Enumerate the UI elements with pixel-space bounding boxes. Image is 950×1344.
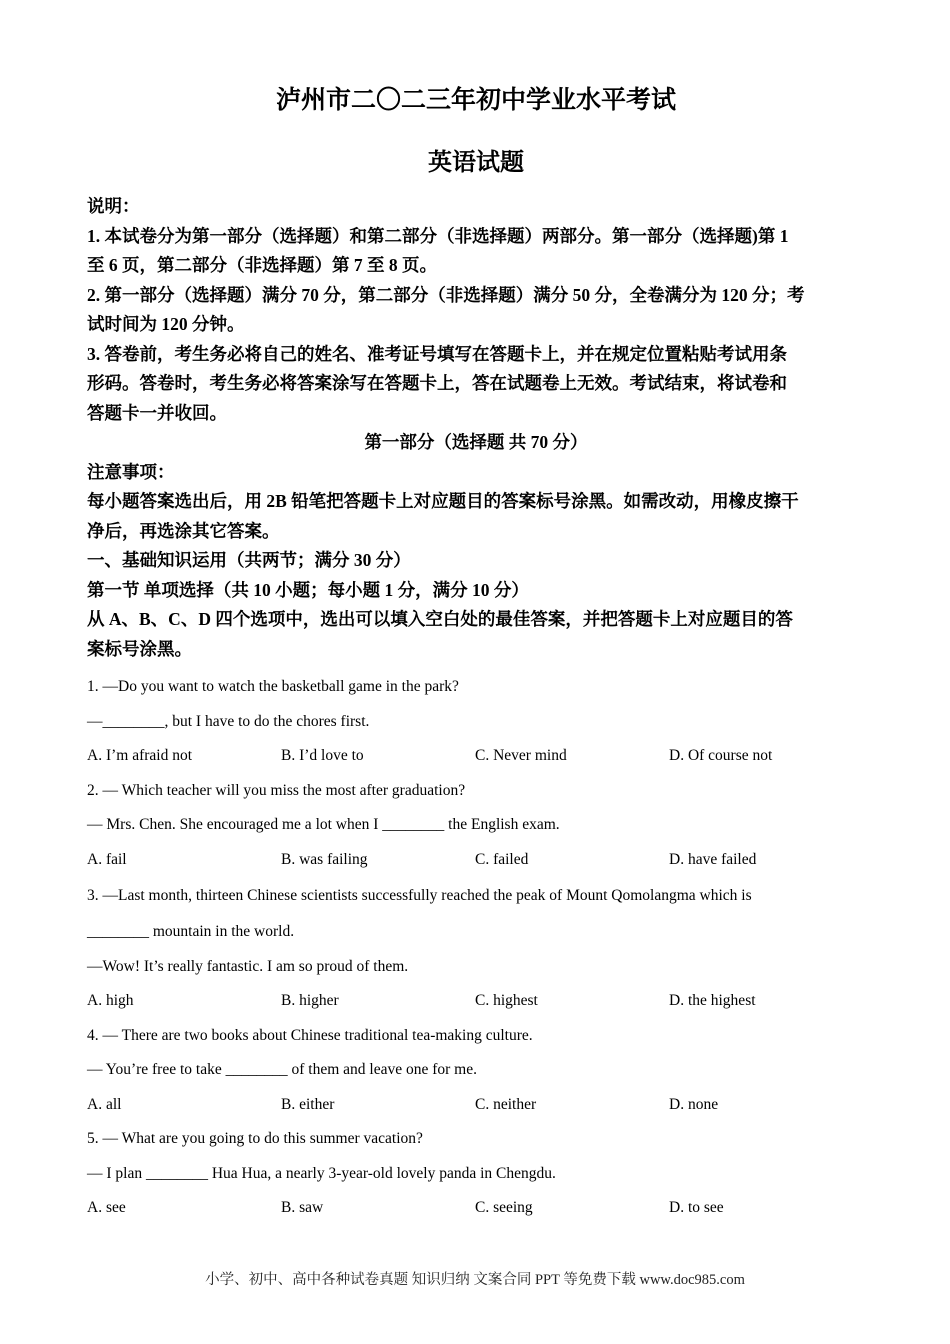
- question-2-line1: 2. — Which teacher will you miss the most after graduation?: [87, 781, 466, 799]
- option-c: C. neither: [475, 1095, 537, 1113]
- option-b: B. either: [281, 1095, 335, 1113]
- exam-title: 泸州市二〇二三年初中学业水平考试: [275, 87, 676, 114]
- question-4-options: [87, 1088, 865, 1123]
- question-2-options: [87, 843, 865, 878]
- option-d: D. none: [669, 1095, 719, 1113]
- question-3-line3: —Wow! It’s really fantastic. I am so proud of them.: [87, 957, 409, 975]
- question-3-options: [87, 984, 865, 1019]
- notes-b: 净后，再选涂其它答案。: [87, 520, 280, 541]
- question-3-line1: 3. —Last month, thirteen Chinese scientists successfully reached the peak of Mount Qomolangma which is: [87, 887, 752, 904]
- instructions-label: 说明：: [87, 196, 140, 216]
- question-5-line2: — I plan ________ Hua Hua, a nearly 3-year-old lovely panda in Chengdu.: [87, 1164, 556, 1182]
- notes-label: 注意事项：: [87, 461, 175, 482]
- option-c: C. seeing: [475, 1199, 533, 1216]
- question-1-options: [87, 739, 865, 774]
- option-a: A. high: [87, 992, 134, 1009]
- option-c: C. Never mind: [475, 747, 567, 764]
- instructions: [87, 192, 865, 664]
- question-5-options: [87, 1191, 865, 1226]
- part1-title: 第一部分（选择题 共 70 分）: [364, 432, 588, 452]
- exam-subtitle: 英语试题: [428, 150, 524, 176]
- question-1-line2: —________, but I have to do the chores first.: [87, 712, 370, 730]
- instruction-2b: 试时间为 120 分钟。: [87, 314, 245, 334]
- option-b: B. I’d love to: [281, 747, 364, 764]
- option-b: B. was failing: [281, 850, 368, 868]
- question-4-line1: 4. — There are two books about Chinese traditional tea-making culture.: [87, 1026, 533, 1044]
- option-d: D. Of course not: [669, 747, 773, 764]
- instruction-2a: 2. 第一部分（选择题）满分 70 分，第二部分（非选择题）满分 50 分，全卷满分为 120 分；考: [87, 284, 805, 305]
- option-b: B. saw: [281, 1199, 324, 1216]
- notes-a: 每小题答案选出后，用 2B 铅笔把答题卡上对应题目的答案标号涂黑。如需改动，用橡皮擦干: [87, 491, 799, 511]
- direction-a: 从 A、B、C、D 四个选项中，选出可以填入空白处的最佳答案，并把答题卡上对应题目的答: [87, 609, 793, 629]
- subsection-heading: 第一节 单项选择（共 10 小题；每小题 1 分，满分 10 分）: [87, 579, 529, 600]
- direction-b: 案标号涂黑。: [87, 638, 192, 659]
- questions: [87, 670, 865, 1226]
- option-a: A. fail: [87, 850, 127, 868]
- option-c: C. highest: [475, 992, 538, 1009]
- option-d: D. to see: [669, 1199, 724, 1216]
- question-1-line1: 1. —Do you want to watch the basketball game in the park?: [87, 678, 459, 695]
- option-c: C. failed: [475, 850, 529, 868]
- instruction-3c: 答题卡一并收回。: [87, 402, 227, 423]
- question-3-line2: ________ mountain in the world.: [87, 923, 295, 940]
- option-d: D. the highest: [669, 992, 756, 1009]
- question-5-line1: 5. — What are you going to do this summer vacation?: [87, 1130, 423, 1147]
- option-d: D. have failed: [669, 850, 757, 868]
- instruction-1a: 1. 本试卷分为第一部分（选择题）和第二部分（非选择题）两部分。第一部分（选择题)第 1: [87, 225, 789, 246]
- footer-watermark: 小学、初中、高中各种试卷真题 知识归纳 文案合同 PPT 等免费下载 www.doc985.com: [205, 1272, 745, 1288]
- instruction-3b: 形码。答卷时，考生务必将答案涂写在答题卡上，答在试题卷上无效。考试结束，将试卷和: [87, 373, 787, 393]
- option-a: A. see: [87, 1199, 126, 1216]
- section-heading: 一、基础知识运用（共两节；满分 30 分）: [87, 550, 411, 570]
- option-b: B. higher: [281, 992, 339, 1009]
- option-a: A. all: [87, 1095, 122, 1113]
- question-4-line2: — You’re free to take ________ of them and leave one for me.: [87, 1061, 477, 1078]
- question-2-line2: — Mrs. Chen. She encouraged me a lot when I ________ the English exam.: [87, 816, 560, 833]
- instruction-1b: 至 6 页，第二部分（非选择题）第 7 至 8 页。: [87, 255, 437, 275]
- exam-page: [87, 82, 865, 1226]
- instruction-3a: 3. 答卷前，考生务必将自己的姓名、准考证号填写在答题卡上，并在规定位置粘贴考试用条: [87, 343, 787, 364]
- option-a: A. I’m afraid not: [87, 747, 193, 764]
